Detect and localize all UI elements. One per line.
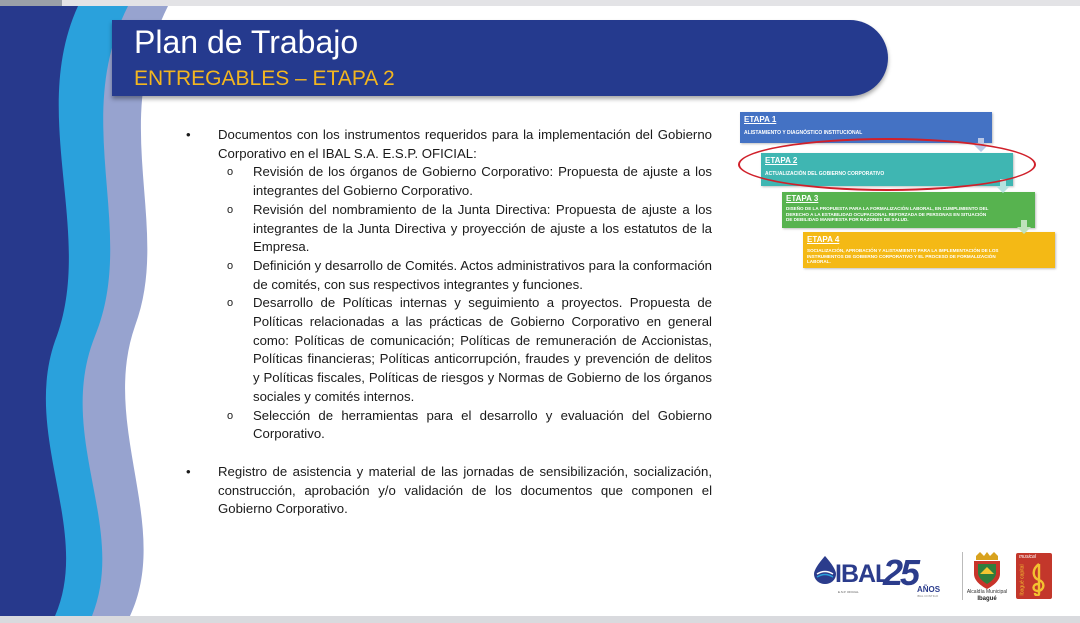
- anniversary-word: AÑOS: [917, 585, 941, 594]
- stage-4-title: ETAPA 4: [807, 235, 840, 244]
- logo-divider: [962, 552, 963, 600]
- bullet-icon: •: [186, 127, 191, 142]
- sub-list-item: [186, 163, 712, 200]
- deliverables-list: [186, 126, 712, 519]
- sub-list-item-text: Definición y desarrollo de Comités. Actos administrativos para la conformación de comités, con sus respectivos integrantes y funciones.: [253, 257, 712, 292]
- ibal-logo-tagline: E.S.P. OFICIAL: [838, 590, 859, 594]
- stage-4-desc: SOCIALIZACIÓN, APROBACIÓN Y ALISTAMIENTO PARA LA IMPLEMENTACIÓN DE LOS INSTRUMENTOS DE GOBIERNO CORPORATIVO Y EL PROCESO DE FORMALIZACIÓN LABORAL.: [807, 248, 999, 265]
- anniversary-tagline: IBAL CONTIGO: [917, 594, 939, 598]
- sub-list-item-text: Desarrollo de Políticas internas y seguimiento a proyectos. Propuesta de Políticas relacionadas a las prácticas de Gobierno Corporativo en general como: Políticas de comunicación; Políticas de remuneración de Accionistas, Políticas financieras; Políticas anticorrupción, fraudes y prevención de delitos y Políticas fiscales, Políticas de riesgos y Normas de Gobierno de los órganos sociales y comités internos.: [253, 295, 712, 404]
- window-bottom-strip: [0, 616, 1080, 623]
- alcaldia-city: Ibagué: [977, 596, 997, 602]
- sub-list-item-text: Revisión del nombramiento de la Junta Directiva: Propuesta de ajuste a los integrantes de la Junta Directiva y proyección de ajuste a los estatutos de la Empresa.: [253, 201, 712, 255]
- stage-3-title: ETAPA 3: [786, 194, 819, 203]
- highlight-oval: [738, 138, 1036, 191]
- ibal-drop-icon: [814, 556, 836, 584]
- circle-bullet-icon: o: [227, 297, 234, 310]
- alcaldia-shield-icon: [970, 552, 1004, 590]
- page-subtitle: ENTREGABLES – ETAPA 2: [134, 67, 395, 90]
- stage-1-desc: ALISTAMIENTO Y DIAGNÓSTICO INSTITUCIONAL: [744, 130, 863, 136]
- sub-list-item: [186, 294, 712, 406]
- stage-3-box: [782, 192, 1035, 228]
- ibal-logo-text: IBAL: [835, 560, 890, 588]
- list-item: [186, 463, 712, 519]
- sub-list-item-text: Selección de herramientas para el desarrollo y evaluación del Gobierno Corporativo.: [253, 407, 712, 442]
- sub-list-item: [186, 407, 712, 444]
- circle-bullet-icon: o: [227, 409, 234, 422]
- treble-clef-icon: [1027, 562, 1049, 596]
- stage-3-desc: DISEÑO DE LA PROPUESTA PARA LA FORMALIZACIÓN LABORAL, EN CUMPLIMIENTO DEL DERECHO A LA ESTABILIDAD OCUPACIONAL REFORZADA DE PERSONAS EN SITUACIÓN DE DEBILIDAD MANIFIESTA POR RAZONES DE SALUD.: [786, 206, 989, 223]
- festival-side-text: Ibagué capital: [1019, 564, 1026, 596]
- list-item-text: Registro de asistencia y material de las jornadas de sensibilización, socialización, construcción, aprobación y/o validación de los documentos que componen el Gobierno Corporativo.: [218, 463, 712, 517]
- alcaldia-label: Alcaldía Municipal: [966, 589, 1008, 595]
- stage-2-desc: ACTUALIZACIÓN DEL GOBIERNO CORPORATIVO: [765, 171, 885, 177]
- stage-4-box: [803, 232, 1055, 268]
- sub-list-item: [186, 201, 712, 257]
- festival-top-text: musical: [1019, 554, 1036, 560]
- circle-bullet-icon: o: [227, 259, 234, 272]
- anniversary-number: 25: [883, 552, 918, 593]
- stage-1-title: ETAPA 1: [744, 115, 777, 124]
- list-item: [186, 126, 712, 163]
- list-item-text: Documentos con los instrumentos requeridos para la implementación del Gobierno Corporativo en el IBAL S.A. E.S.P. OFICIAL:: [218, 127, 712, 161]
- bullet-icon: •: [186, 463, 191, 479]
- circle-bullet-icon: o: [227, 203, 234, 216]
- sub-list-item-text: Revisión de los órganos de Gobierno Corporativo: Propuesta de ajuste a los integrantes del Gobierno Corporativo.: [253, 164, 712, 199]
- arrow-down-icon: [1017, 220, 1031, 234]
- page-title: Plan de Trabajo: [134, 24, 359, 60]
- sub-list-item: [186, 257, 712, 294]
- circle-bullet-icon: o: [227, 166, 234, 179]
- stage-2-title: ETAPA 2: [765, 156, 798, 165]
